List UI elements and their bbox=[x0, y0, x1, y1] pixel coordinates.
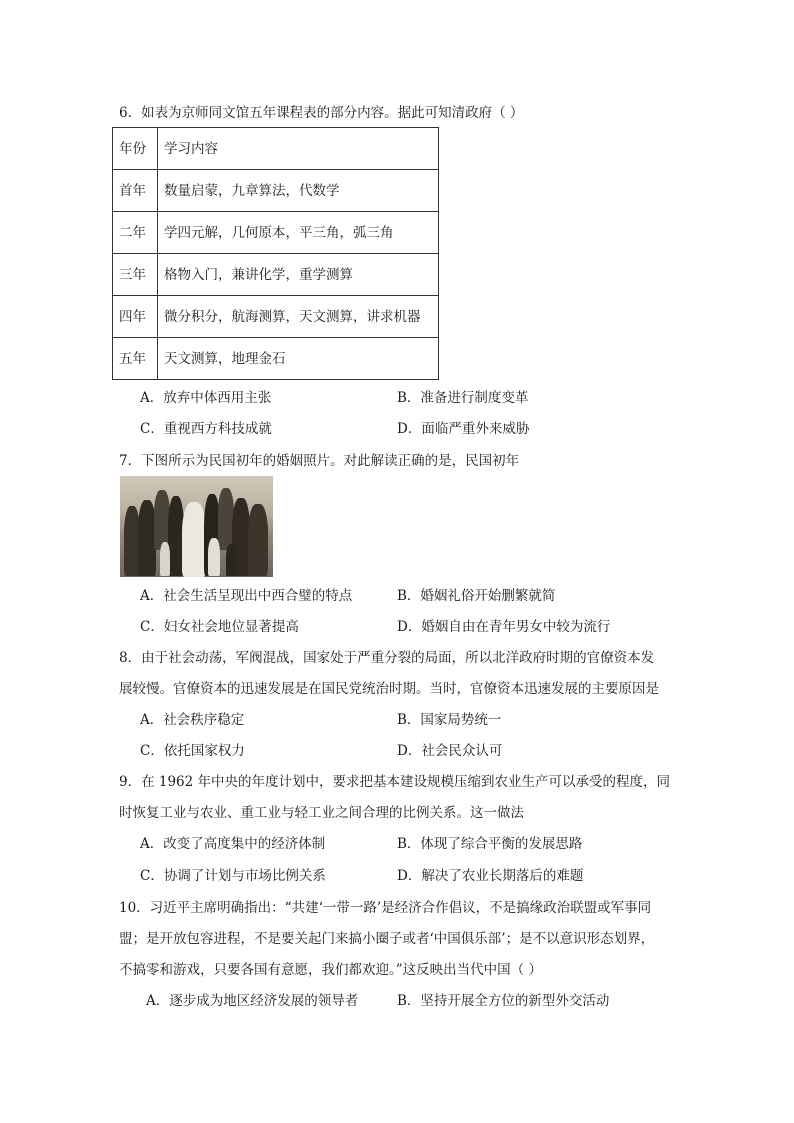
table-row bbox=[113, 338, 439, 380]
q10-option-a[interactable]: A．逐步成为地区经济发展的领导者 bbox=[146, 993, 359, 1009]
table-cell-content: 天文测算，地理金石 bbox=[158, 338, 439, 380]
table-header-year: 年份 bbox=[113, 128, 158, 170]
wedding-photo bbox=[120, 476, 273, 577]
table-header-row bbox=[113, 128, 439, 170]
q9-option-b[interactable]: B．体现了综合平衡的发展思路 bbox=[397, 836, 583, 852]
q6-option-c[interactable]: C．重视西方科技成就 bbox=[140, 421, 272, 437]
table-row bbox=[113, 170, 439, 212]
q8-stem-line2: 展较慢。官僚资本的迅速发展是在国民党统治时期。当时，官僚资本迅速发展的主要原因是 bbox=[119, 681, 659, 697]
q8-option-c[interactable]: C．依托国家权力 bbox=[140, 743, 245, 759]
table-cell-year: 五年 bbox=[113, 338, 158, 380]
q9-stem-line2: 时恢复工业与农业、重工业与轻工业之间合理的比例关系。这一做法 bbox=[119, 805, 524, 821]
table-cell-content: 数量启蒙，九章算法，代数学 bbox=[158, 170, 439, 212]
q6-option-b[interactable]: B．准备进行制度变革 bbox=[397, 390, 529, 406]
q7-option-c[interactable]: C．妇女社会地位显著提高 bbox=[140, 619, 299, 635]
q6-stem: 6．如表为京师同文馆五年课程表的部分内容。据此可知清政府（ ） bbox=[119, 105, 524, 121]
q7-option-b[interactable]: B．婚姻礼俗开始删繁就简 bbox=[397, 588, 556, 604]
table-cell-year: 三年 bbox=[113, 254, 158, 296]
table-header-content: 学习内容 bbox=[158, 128, 439, 170]
table-cell-content: 格物入门，兼讲化学，重学测算 bbox=[158, 254, 439, 296]
q9-option-c[interactable]: C．协调了计划与市场比例关系 bbox=[140, 868, 326, 884]
q9-stem-line1: 9．在 1962 年中央的年度计划中，要求把基本建设规模压缩到农业生产可以承受的程度，同 bbox=[119, 774, 671, 790]
q7-stem: 7．下图所示为民国初年的婚姻照片。对此解读正确的是，民国初年 bbox=[119, 453, 520, 469]
table-cell-year: 四年 bbox=[113, 296, 158, 338]
q8-option-d[interactable]: D．社会民众认可 bbox=[397, 743, 503, 759]
q9-option-d[interactable]: D．解决了农业长期落后的难题 bbox=[397, 868, 584, 884]
q9-option-a[interactable]: A．改变了高度集中的经济体制 bbox=[140, 836, 326, 852]
q6-option-a[interactable]: A．放弃中体西用主张 bbox=[140, 390, 272, 406]
table-cell-content: 学四元解，几何原本，平三角，弧三角 bbox=[158, 212, 439, 254]
q8-option-a[interactable]: A．社会秩序稳定 bbox=[140, 712, 245, 728]
q8-option-b[interactable]: B．国家局势统一 bbox=[397, 712, 502, 728]
table-row bbox=[113, 254, 439, 296]
q10-stem-line3: 不搞零和游戏，只要各国有意愿，我们都欢迎。”这反映出当代中国（ ） bbox=[119, 962, 542, 978]
table-cell-content: 微分积分，航海测算，天文测算，讲求机器 bbox=[158, 296, 439, 338]
q6-option-d[interactable]: D．面临严重外来威胁 bbox=[397, 421, 530, 437]
q7-option-d[interactable]: D．婚姻自由在青年男女中较为流行 bbox=[397, 619, 611, 635]
q10-option-b[interactable]: B．坚持开展全方位的新型外交活动 bbox=[397, 993, 610, 1009]
q7-option-a[interactable]: A．社会生活呈现出中西合璧的特点 bbox=[140, 588, 353, 604]
q8-stem-line1: 8．由于社会动荡，军阀混战，国家处于严重分裂的局面，所以北洋政府时期的官僚资本发 bbox=[119, 650, 655, 666]
q10-stem-line1: 10．习近平主席明确指出：“共建‘一带一路’是经济合作倡议，不是搞缘政治联盟或军事同 bbox=[119, 900, 652, 916]
table-row bbox=[113, 296, 439, 338]
table-row bbox=[113, 212, 439, 254]
curriculum-table bbox=[112, 127, 439, 380]
q10-stem-line2: 盟；是开放包容进程，不是要关起门来搞小圈子或者‘中国俱乐部’；是不以意识形态划界， bbox=[119, 931, 655, 947]
table-cell-year: 首年 bbox=[113, 170, 158, 212]
table-cell-year: 二年 bbox=[113, 212, 158, 254]
